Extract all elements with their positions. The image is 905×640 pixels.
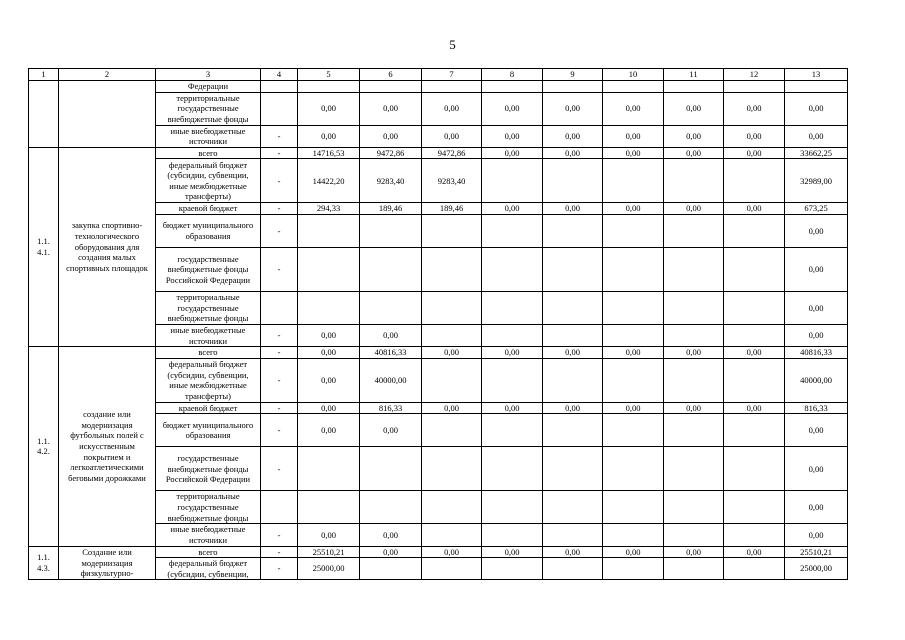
value-cell: - (261, 125, 298, 147)
source-cell: федеральный бюджет (субсидии, субвенции, (156, 558, 261, 580)
value-cell: - (261, 414, 298, 447)
value-cell: 0,00 (724, 147, 785, 159)
value-cell (482, 214, 543, 247)
value-cell (360, 214, 422, 247)
value-cell (724, 358, 785, 402)
value-cell: 0,00 (785, 447, 848, 491)
value-cell (543, 159, 603, 203)
value-cell: 0,00 (603, 147, 664, 159)
value-cell: 0,00 (724, 546, 785, 558)
value-cell: 0,00 (724, 347, 785, 359)
value-cell: - (261, 203, 298, 215)
table-row (29, 147, 848, 159)
value-cell (724, 81, 785, 93)
value-cell: 0,00 (603, 203, 664, 215)
value-cell (603, 414, 664, 447)
value-cell: 0,00 (543, 92, 603, 125)
column-header: 2 (59, 69, 156, 81)
value-cell (785, 81, 848, 93)
source-cell: краевой бюджет (156, 402, 261, 414)
value-cell: - (261, 214, 298, 247)
value-cell: 25000,00 (785, 558, 848, 580)
header-row (29, 69, 848, 81)
source-cell: бюджет муниципального образования (156, 414, 261, 447)
value-cell: 14422,20 (298, 159, 360, 203)
value-cell (603, 159, 664, 203)
value-cell (482, 291, 543, 324)
value-cell: 0,00 (785, 324, 848, 346)
value-cell: 0,00 (422, 347, 482, 359)
source-cell: федеральный бюджет (субсидии, субвенции, иные межбюджетные трансферты) (156, 159, 261, 203)
value-cell: 0,00 (482, 125, 543, 147)
value-cell (422, 447, 482, 491)
source-cell: иные внебюджетные источники (156, 324, 261, 346)
value-cell: 0,00 (603, 92, 664, 125)
value-cell: 0,00 (603, 347, 664, 359)
value-cell (664, 524, 724, 546)
value-cell: 25510,21 (785, 546, 848, 558)
value-cell: 0,00 (422, 546, 482, 558)
value-cell (482, 524, 543, 546)
value-cell: - (261, 347, 298, 359)
value-cell (543, 81, 603, 93)
source-cell: федеральный бюджет (субсидии, субвенции, иные межбюджетные трансферты) (156, 358, 261, 402)
value-cell (422, 291, 482, 324)
value-cell: 0,00 (298, 402, 360, 414)
value-cell (724, 214, 785, 247)
value-cell: 0,00 (298, 347, 360, 359)
source-cell: территориальные государственные внебюджетные фонды (156, 92, 261, 125)
value-cell: 189,46 (422, 203, 482, 215)
value-cell (664, 358, 724, 402)
table-row (29, 347, 848, 359)
value-cell: 0,00 (482, 147, 543, 159)
value-cell (261, 92, 298, 125)
value-cell: - (261, 546, 298, 558)
value-cell: 0,00 (360, 546, 422, 558)
value-cell: 0,00 (603, 125, 664, 147)
value-cell (724, 558, 785, 580)
value-cell (298, 291, 360, 324)
value-cell: 0,00 (360, 92, 422, 125)
value-cell (664, 247, 724, 291)
value-cell: 0,00 (664, 347, 724, 359)
value-cell (543, 447, 603, 491)
value-cell: 0,00 (785, 291, 848, 324)
column-header: 6 (360, 69, 422, 81)
value-cell: 0,00 (785, 125, 848, 147)
value-cell: - (261, 402, 298, 414)
value-cell (664, 491, 724, 524)
source-cell: иные внебюджетные источники (156, 125, 261, 147)
value-cell: 32989,00 (785, 159, 848, 203)
value-cell (543, 324, 603, 346)
item-code-cell: 1.1. 4.3. (29, 546, 59, 580)
value-cell: 0,00 (482, 203, 543, 215)
value-cell (664, 214, 724, 247)
budget-table (28, 68, 848, 580)
column-header: 12 (724, 69, 785, 81)
value-cell (482, 414, 543, 447)
value-cell: 0,00 (298, 524, 360, 546)
column-header: 7 (422, 69, 482, 81)
value-cell: 9472,86 (360, 147, 422, 159)
value-cell (543, 414, 603, 447)
value-cell: 0,00 (543, 347, 603, 359)
value-cell (298, 214, 360, 247)
source-cell: всего (156, 546, 261, 558)
value-cell: - (261, 524, 298, 546)
value-cell: 0,00 (482, 92, 543, 125)
value-cell (543, 491, 603, 524)
value-cell: 0,00 (664, 92, 724, 125)
column-header: 8 (482, 69, 543, 81)
value-cell: 0,00 (298, 92, 360, 125)
value-cell: 0,00 (785, 92, 848, 125)
value-cell (603, 214, 664, 247)
value-cell (603, 358, 664, 402)
value-cell: 189,46 (360, 203, 422, 215)
source-cell: всего (156, 147, 261, 159)
value-cell (360, 558, 422, 580)
value-cell: 0,00 (785, 491, 848, 524)
value-cell: 0,00 (785, 247, 848, 291)
value-cell: 294,33 (298, 203, 360, 215)
source-cell: всего (156, 347, 261, 359)
source-cell: государственные внебюджетные фонды Российской Федерации (156, 247, 261, 291)
value-cell (422, 214, 482, 247)
column-header: 1 (29, 69, 59, 81)
value-cell (664, 159, 724, 203)
value-cell: 0,00 (360, 125, 422, 147)
column-header: 3 (156, 69, 261, 81)
item-code-cell: 1.1. 4.1. (29, 147, 59, 346)
value-cell: 0,00 (298, 324, 360, 346)
item-code-cell (29, 81, 59, 148)
value-cell (482, 358, 543, 402)
value-cell: 25000,00 (298, 558, 360, 580)
value-cell: 0,00 (664, 147, 724, 159)
value-cell: 0,00 (664, 546, 724, 558)
value-cell: 0,00 (543, 546, 603, 558)
table-row (29, 546, 848, 558)
value-cell (482, 247, 543, 291)
value-cell (422, 247, 482, 291)
value-cell (543, 358, 603, 402)
value-cell (422, 414, 482, 447)
value-cell: 0,00 (785, 414, 848, 447)
value-cell: 0,00 (785, 524, 848, 546)
value-cell (422, 324, 482, 346)
value-cell (664, 414, 724, 447)
value-cell: 40816,33 (360, 347, 422, 359)
value-cell (298, 247, 360, 291)
value-cell (360, 291, 422, 324)
value-cell (482, 447, 543, 491)
value-cell: 0,00 (360, 524, 422, 546)
source-cell: краевой бюджет (156, 203, 261, 215)
value-cell: 0,00 (543, 147, 603, 159)
value-cell: 0,00 (724, 402, 785, 414)
value-cell (422, 358, 482, 402)
value-cell (482, 81, 543, 93)
value-cell: 0,00 (422, 402, 482, 414)
value-cell: 0,00 (603, 402, 664, 414)
value-cell: 673,25 (785, 203, 848, 215)
value-cell (360, 491, 422, 524)
value-cell (261, 491, 298, 524)
value-cell (543, 247, 603, 291)
value-cell (603, 291, 664, 324)
value-cell: 0,00 (664, 125, 724, 147)
value-cell: - (261, 247, 298, 291)
item-name-cell: создание или модернизация футбольных полей с искусственным покрытием и легкоатлетическими беговыми дорожками (59, 347, 156, 546)
value-cell: 0,00 (360, 414, 422, 447)
value-cell (724, 324, 785, 346)
value-cell: - (261, 358, 298, 402)
value-cell: 0,00 (664, 402, 724, 414)
value-cell (482, 491, 543, 524)
value-cell (360, 81, 422, 93)
value-cell (664, 81, 724, 93)
column-header: 9 (543, 69, 603, 81)
value-cell (603, 324, 664, 346)
value-cell (664, 291, 724, 324)
column-header: 5 (298, 69, 360, 81)
value-cell (482, 324, 543, 346)
value-cell (603, 447, 664, 491)
value-cell: - (261, 447, 298, 491)
value-cell (543, 214, 603, 247)
column-header: 10 (603, 69, 664, 81)
value-cell: 816,33 (360, 402, 422, 414)
value-cell: 0,00 (422, 92, 482, 125)
source-cell: территориальные государственные внебюджетные фонды (156, 491, 261, 524)
value-cell (603, 491, 664, 524)
value-cell: 0,00 (360, 324, 422, 346)
value-cell (422, 524, 482, 546)
value-cell (298, 447, 360, 491)
item-name-cell (59, 81, 156, 148)
value-cell (482, 159, 543, 203)
value-cell (360, 447, 422, 491)
value-cell (298, 81, 360, 93)
item-name-cell: Создание или модернизация физкультурно- (59, 546, 156, 580)
value-cell: 0,00 (724, 125, 785, 147)
value-cell (482, 558, 543, 580)
value-cell (724, 447, 785, 491)
value-cell: 0,00 (785, 214, 848, 247)
value-cell (543, 291, 603, 324)
column-header: 4 (261, 69, 298, 81)
value-cell: 9283,40 (360, 159, 422, 203)
value-cell (603, 81, 664, 93)
source-cell: иные внебюджетные источники (156, 524, 261, 546)
value-cell: 0,00 (482, 402, 543, 414)
value-cell: 0,00 (298, 125, 360, 147)
value-cell (422, 81, 482, 93)
column-header: 13 (785, 69, 848, 81)
page-number: 5 (449, 37, 456, 52)
value-cell: 0,00 (724, 203, 785, 215)
value-cell: 0,00 (603, 546, 664, 558)
value-cell (603, 558, 664, 580)
value-cell: - (261, 147, 298, 159)
value-cell: 0,00 (543, 402, 603, 414)
value-cell: 0,00 (543, 203, 603, 215)
value-cell: - (261, 324, 298, 346)
value-cell: 33662,25 (785, 147, 848, 159)
value-cell: 9283,40 (422, 159, 482, 203)
item-code-cell: 1.1. 4.2. (29, 347, 59, 546)
value-cell: 0,00 (422, 125, 482, 147)
value-cell (724, 414, 785, 447)
value-cell: 0,00 (724, 92, 785, 125)
value-cell: 9472,86 (422, 147, 482, 159)
value-cell: 816,33 (785, 402, 848, 414)
value-cell: 25510,21 (298, 546, 360, 558)
value-cell (543, 558, 603, 580)
value-cell: 0,00 (298, 358, 360, 402)
value-cell (724, 159, 785, 203)
value-cell (298, 491, 360, 524)
value-cell (664, 324, 724, 346)
value-cell (603, 524, 664, 546)
value-cell (261, 291, 298, 324)
value-cell (724, 291, 785, 324)
value-cell (543, 524, 603, 546)
source-cell: государственные внебюджетные фонды Российской Федерации (156, 447, 261, 491)
value-cell: 0,00 (543, 125, 603, 147)
value-cell (360, 247, 422, 291)
column-header: 11 (664, 69, 724, 81)
value-cell (664, 447, 724, 491)
value-cell: 40816,33 (785, 347, 848, 359)
value-cell: 40000,00 (785, 358, 848, 402)
value-cell: 0,00 (482, 347, 543, 359)
table-row (29, 81, 848, 93)
value-cell (724, 524, 785, 546)
value-cell (603, 247, 664, 291)
value-cell (664, 558, 724, 580)
value-cell (261, 81, 298, 93)
value-cell (724, 491, 785, 524)
value-cell: - (261, 558, 298, 580)
value-cell: 40000,00 (360, 358, 422, 402)
value-cell (724, 247, 785, 291)
value-cell (422, 558, 482, 580)
source-cell: бюджет муниципального образования (156, 214, 261, 247)
value-cell: 0,00 (482, 546, 543, 558)
value-cell: - (261, 159, 298, 203)
source-cell: Федерации (156, 81, 261, 93)
value-cell: 0,00 (298, 414, 360, 447)
source-cell: территориальные государственные внебюджетные фонды (156, 291, 261, 324)
value-cell: 14716,53 (298, 147, 360, 159)
value-cell: 0,00 (664, 203, 724, 215)
item-name-cell: закупка спортивно-технологического оборудования для создания малых спортивных площадок (59, 147, 156, 346)
value-cell (422, 491, 482, 524)
